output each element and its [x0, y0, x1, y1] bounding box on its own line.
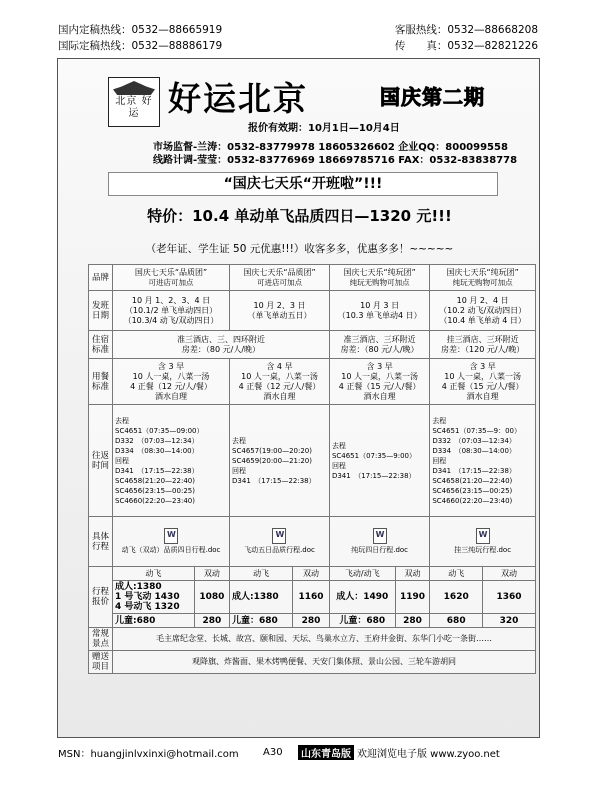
row-label-departure: 发班日期	[89, 291, 113, 331]
schedule-line: SC4656(23:15—00:25)	[432, 486, 513, 495]
col4-double-price: 1360	[483, 581, 536, 614]
col2-child-double: 280	[293, 614, 330, 628]
table-row	[89, 517, 536, 567]
schedule-line: 去程	[331, 441, 346, 450]
brand-title: 好运北京	[168, 79, 308, 118]
col2-departure: 10 月 2、3 日 （单飞单动五日）	[230, 291, 330, 331]
hotel-standard-d: 挂三酒店、三环附近 房差：（120 元/人/晚）	[430, 331, 536, 359]
contact-line-1: 市场监督-兰涛：0532-83779978 18605326602 企业QQ：800099558	[153, 142, 508, 153]
row-label-brand: 品牌	[89, 265, 113, 291]
col3-double-price: 1190	[395, 581, 430, 614]
row-label-sights: 常规景点	[89, 628, 113, 651]
col1-adult-price: 成人:1380 1 号飞动 1430 4 号动飞 1320	[113, 581, 195, 614]
word-doc-icon	[164, 528, 178, 544]
price-header: 飞动/动飞	[329, 567, 395, 581]
gate-roof-icon	[113, 81, 155, 95]
price-header: 双动	[293, 567, 330, 581]
table-row	[89, 331, 536, 359]
col3-doc-link[interactable]: W 纯玩四日行程.doc	[329, 517, 429, 567]
table-row	[89, 628, 536, 651]
table-row	[89, 291, 536, 331]
col2-title: 国庆七天乐“品质团” 可进店可加点	[230, 265, 330, 291]
price-header: 动飞	[430, 567, 483, 581]
table-row	[89, 567, 536, 581]
edition-tag: 山东青岛版	[298, 745, 354, 760]
international-hotline: 国际定稿热线：0532—88886179	[58, 40, 223, 52]
word-doc-icon	[373, 528, 387, 544]
word-doc-icon	[272, 528, 286, 544]
col3-schedule	[329, 405, 429, 517]
col3-child-double: 280	[395, 614, 430, 628]
schedule-line: D341 （17:15—22:38）	[331, 471, 416, 480]
page-number: A30	[263, 747, 283, 758]
table-row	[89, 359, 536, 405]
fax-number: 传 真：0532—82821226	[394, 40, 538, 52]
schedule-line: D332 （07:03—12:34）	[115, 436, 199, 445]
row-label-gifts: 赠送项目	[89, 651, 113, 674]
schedule-line: SC4659(20:00—21:20)	[232, 456, 312, 465]
col1-child-price: 儿童:680	[113, 614, 195, 628]
col4-meal: 含 3 早 10 人一桌，八菜一汤 4 正餐（15 元/人/餐） 酒水自理	[430, 359, 536, 405]
col2-meal: 含 4 早 10 人一桌，八菜一汤 4 正餐（12 元/人/餐） 酒水自理	[230, 359, 330, 405]
table-row	[89, 581, 536, 614]
schedule-line: D332 （07:03—12:34）	[432, 436, 516, 445]
schedule-line: SC4651（07:35—9：00）	[432, 426, 521, 435]
col3-adult-price: 成人：1490	[329, 581, 395, 614]
row-label-meal: 用餐标准	[89, 359, 113, 405]
schedule-line: D334 （08:30—14:00）	[432, 446, 516, 455]
col1-double-price: 1080	[194, 581, 229, 614]
discount-note: （老年证、学生证 50 元优惠!!!）收客多多，优惠多多！~~~~~	[145, 243, 454, 255]
schedule-line: SC4651（07:35—9:00）	[331, 451, 416, 460]
col2-adult-price: 成人:1380	[230, 581, 293, 614]
schedule-line: D334 （08:30—14:00）	[115, 446, 199, 455]
schedule-line: SC4656(23:15—00:25)	[115, 486, 195, 495]
col3-meal: 含 3 早 10 人一桌，八菜一汤 4 正餐（15 元/人/餐） 酒水自理	[329, 359, 429, 405]
special-price: 特价：10.4 单动单飞品质四日—1320 元!!!	[147, 207, 452, 225]
banner-text: “国庆七天乐“开班啦”!!!	[223, 176, 383, 192]
col2-child-price: 儿童：680	[230, 614, 293, 628]
col4-doc-link[interactable]: W 挂三纯玩行程.doc	[430, 517, 536, 567]
website-slogan[interactable]: 欢迎浏览电子版 www.zyoo.net	[357, 749, 500, 760]
gifts-list: 观降旗、炸酱面、果木烤鸭便餐、天安门集体照、景山公园、三轮车游胡同	[113, 651, 536, 674]
price-header: 动飞	[113, 567, 195, 581]
schedule-line: 回程	[432, 456, 447, 465]
col3-title: 国庆七天乐“纯玩团” 纯玩无购物可加点	[329, 265, 429, 291]
schedule-line: 回程	[232, 466, 247, 475]
issue-title: 国庆第二期	[380, 85, 485, 109]
col1-meal: 含 3 早 10 人一桌，八菜一汤 4 正餐（12 元/人/餐） 酒水自理	[113, 359, 230, 405]
contact-line-2: 线路计调-莹莹：0532-83776969 18669785716 FAX：0532-83838778	[153, 155, 518, 166]
schedule-line: SC4651（07:35—09:00）	[115, 426, 204, 435]
price-header: 双动	[483, 567, 536, 581]
brand-logo	[108, 77, 160, 127]
col1-title: 国庆七天乐“品质团” 可进店可加点	[113, 265, 230, 291]
logo-text: 北京 好运	[115, 96, 153, 119]
col4-child-price: 680	[430, 614, 483, 628]
msn-contact: MSN：huangjinlvxinxi@hotmail.com	[58, 749, 239, 760]
col4-schedule	[430, 405, 536, 517]
schedule-line: SC4660(22:20—23:40)	[115, 496, 195, 505]
schedule-line: D341 （17:15—22:38）	[232, 476, 316, 485]
price-header: 双动	[194, 567, 229, 581]
word-doc-icon	[476, 528, 490, 544]
schedule-line: 回程	[331, 461, 346, 470]
col2-double-price: 1160	[293, 581, 330, 614]
table-row	[89, 651, 536, 674]
row-label-hotel: 住宿标准	[89, 331, 113, 359]
schedule-line: SC4658(21:20—22:40)	[115, 476, 195, 485]
col3-departure: 10 月 3 日 （10.3 单飞单动4 日）	[329, 291, 429, 331]
col4-departure: 10 月 2、4 日 （10.2 动飞/双动四日） （10.4 单飞单动 4 日）	[430, 291, 536, 331]
schedule-line: SC4657(19:00—20:20)	[232, 446, 312, 455]
schedule-line: 回程	[115, 456, 129, 465]
row-label-price: 行程报价	[89, 567, 113, 628]
hotel-standard-c: 准三酒店、三环附近 房差：（80 元/人/晚）	[329, 331, 429, 359]
promo-banner	[108, 172, 498, 196]
col1-child-double: 280	[194, 614, 229, 628]
price-header: 动飞	[230, 567, 293, 581]
domestic-hotline: 国内定稿热线：0532—88665919	[58, 24, 223, 36]
col4-title: 国庆七天乐“纯玩团” 纯玩无购物可加点	[430, 265, 536, 291]
tour-table	[88, 264, 536, 674]
table-row	[89, 405, 536, 517]
schedule-line: SC4658(21:20—22:40)	[432, 476, 513, 485]
contact-block	[153, 141, 517, 167]
price-header: 双动	[395, 567, 430, 581]
schedule-line: 去程	[432, 416, 447, 425]
sights-list: 毛主席纪念堂、长城、故宫、颐和园、天坛、鸟巢水立方、王府井金街、东华门小吃一条街……	[113, 628, 536, 651]
col1-departure: 10 月 1、2、3、4 日 （10.1/2 单飞单动四日） （10.3/4 动飞/双动四日）	[113, 291, 230, 331]
schedule-line: 去程	[232, 436, 247, 445]
schedule-line: 去程	[115, 416, 129, 425]
col4-child-double: 320	[483, 614, 536, 628]
col3-child-price: 儿童：680	[329, 614, 395, 628]
col4-fly-price: 1620	[430, 581, 483, 614]
flyer-sheet	[57, 58, 540, 738]
row-label-itinerary: 具体行程	[89, 517, 113, 567]
hotline-block	[58, 22, 538, 54]
hotel-standard-a: 准三酒店、三、四环附近 房差：（80 元/人/晚）	[113, 331, 330, 359]
schedule-line: SC4660(22:20—23:40)	[432, 496, 513, 505]
page-footer	[58, 745, 538, 760]
price-validity: 报价有效期：10月1日—10月4日	[248, 123, 400, 134]
table-row	[89, 265, 536, 291]
col1-schedule	[113, 405, 230, 517]
schedule-line: D341 （17:15—22:38）	[115, 466, 199, 475]
col2-schedule	[230, 405, 330, 517]
service-hotline: 客服热线：0532—88668208	[394, 24, 538, 36]
schedule-line: D341 （17:15—22:38）	[432, 466, 516, 475]
table-row	[89, 614, 536, 628]
col1-doc-link[interactable]: W 动飞（双动）品质四日行程.doc	[113, 517, 230, 567]
col2-doc-link[interactable]: W 飞动五日品质行程.doc	[230, 517, 330, 567]
row-label-schedule: 往返时间	[89, 405, 113, 517]
